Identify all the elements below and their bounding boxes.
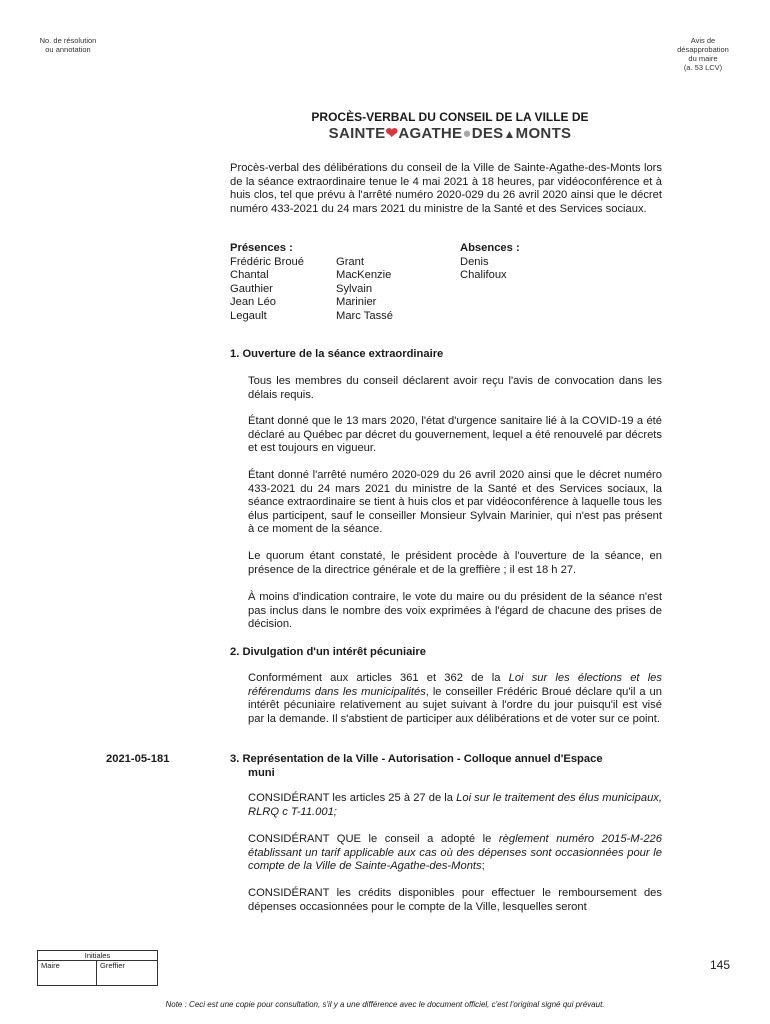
mayor-initials-cell: Maire <box>38 961 97 985</box>
disapproval-column-header: Avis de désapprobation du maire (a. 53 LCV) <box>677 36 729 72</box>
list-item: Sylvain <box>336 282 373 295</box>
presences-column <box>230 242 304 323</box>
section-1-paragraph: Le quorum étant constaté, le président procède à l'ouverture de la séance, en présence de la directrice générale et de la greffière ; il est 18 h 27. <box>248 550 662 576</box>
page-number: 145 <box>709 958 730 972</box>
city-logo: SAINTE❤AGATHE●DES▲MONTS <box>328 125 572 142</box>
list-item: Legault <box>230 309 267 322</box>
list-item: Chantal <box>230 269 269 281</box>
section-1-paragraph: Étant donné l'arrêté numéro 2020-029 du 26 avril 2020 ainsi que le décret numéro 433-2021 du 24 mars 2021 du ministre de la Santé et des Services sociaux, la séance extraordinaire se tient à huis clos et par vidéoconférence à laquelle tous les élus participent, sauf le conseiller Monsieur Sylvain Marinier, qui n'est pas présent à ce moment de la séance. <box>248 469 662 535</box>
clerk-initials-cell: Greffier <box>100 961 125 970</box>
resolution-column-header: No. de résolution ou annotation <box>39 36 97 54</box>
absences-label: Absences : <box>460 242 520 254</box>
section-1-paragraph: Tous les membres du conseil déclarent avoir reçu l'avis de convocation dans les délais requis. <box>248 375 662 401</box>
section-3-paragraph: CONSIDÉRANT QUE le conseil a adopté le règlement numéro 2015-M-226 établissant un tarif applicable aux cas où des dépenses sont occasionnées pour le compte de la Ville de Sainte-Agathe-des-Monts; <box>248 833 662 872</box>
list-item: Denis <box>460 255 489 268</box>
intro-paragraph: Procès-verbal des délibérations du conseil de la Ville de Sainte-Agathe-des-Monts lors de la séance extraordinaire tenue le 4 mai 2021 à 18 heures, par vidéoconférence et à huis clos, tel que prévu à l'arrêté numéro 2020-029 du 26 avril 2020 ainsi que le décret numéro 433-2021 du 24 mars 2021 du ministre de la Santé et des Services sociaux. <box>230 162 662 215</box>
heart-icon: ❤ <box>385 125 399 142</box>
initials-box <box>37 950 158 986</box>
document-title: PROCÈS-VERBAL DU CONSEIL DE LA VILLE DE <box>311 110 589 124</box>
footer-note: Note : Ceci est une copie pour consultation, s'il y a une différence avec le document officiel, c'est l'original signé qui prévaut. <box>165 1000 605 1009</box>
section-3-paragraph: CONSIDÉRANT les articles 25 à 27 de la Loi sur le traitement des élus municipaux, RLRQ c T-11.001; <box>248 792 663 818</box>
list-item: Jean Léo <box>230 296 277 308</box>
presences-label: Présences : <box>230 242 293 254</box>
section-1-heading: 1. Ouverture de la séance extraordinaire <box>230 348 444 360</box>
initials-title: Initiales <box>38 951 157 961</box>
absences-column <box>460 242 520 283</box>
list-item: Grant <box>336 255 364 268</box>
section-2-heading: 2. Divulgation d'un intérêt pécuniaire <box>230 646 426 658</box>
list-item: Chalifoux <box>460 269 507 281</box>
section-3-paragraph: CONSIDÉRANT les crédits disponibles pour effectuer le remboursement des dépenses occasionnées pour le compte de la Ville, lesquelles seront <box>248 887 662 913</box>
section-3-heading: 3. Représentation de la Ville - Autorisation - Colloque annuel d'Espace muni <box>230 753 603 779</box>
list-item: Gauthier <box>230 282 273 295</box>
dot-icon: ● <box>462 125 472 142</box>
mountain-icon: ▲ <box>503 127 516 141</box>
section-1-paragraph: Étant donné que le 13 mars 2020, l'état d'urgence sanitaire lié à la COVID-19 a été déclaré au Québec par décret du gouvernement, lequel a été renouvelé par décrets et est toujours en vigueur. <box>248 415 662 454</box>
list-item: Marc Tassé <box>336 309 393 322</box>
list-item: Marinier <box>336 296 377 308</box>
resolution-number: 2021-05-181 <box>106 753 170 765</box>
section-2-paragraph: Conformément aux articles 361 et 362 de la Loi sur les élections et les référendums dans les municipalités, le conseiller Frédéric Broué déclare qu'il a un intérêt pécuniaire relativement au sujet suivant à l'ordre du jour puisqu'il est visé par la demande. Il s'abstient de participer aux délibérations et de voter sur ce point. <box>248 672 663 725</box>
list-item: Frédéric Broué <box>230 255 304 268</box>
section-1-paragraph: À moins d'indication contraire, le vote du maire ou du président de la séance n'est pas inclus dans le nombre des voix exprimées à l'égard de chacune des prises de décision. <box>248 591 662 630</box>
presences-lastname-column <box>336 256 393 324</box>
list-item: MacKenzie <box>336 269 392 281</box>
